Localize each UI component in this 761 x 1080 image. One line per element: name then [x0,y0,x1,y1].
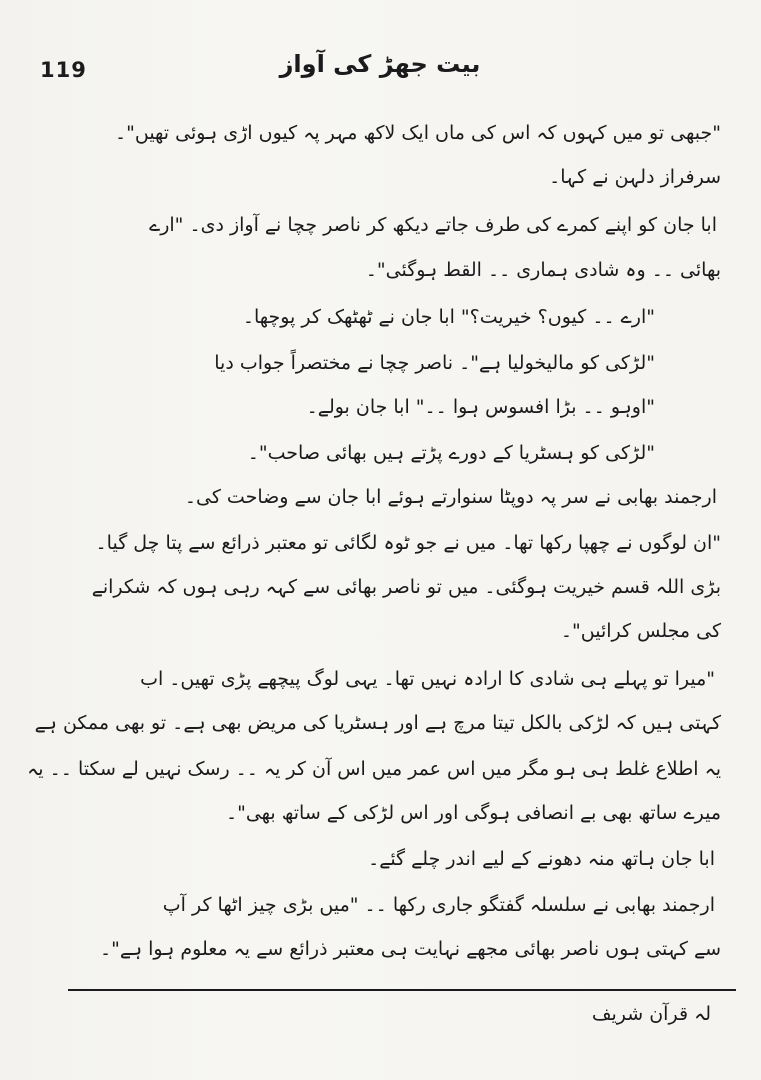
text-line: "ان لوگوں نے چھپا رکھا تھا۔ میں نے جو ٹوہ لگائی تو معتبر ذرائع سے پتا چل گیا۔ [95,532,721,554]
text-line: ابا جان ہاتھ منہ دھونے کے لیے اندر چلے گئے۔ [368,848,715,870]
text-line: ارجمند بھابی نے سلسلہ گفتگو جاری رکھا ۔۔ "میں بڑی چیز اٹھا کر آپ [162,894,715,916]
text-line: "لڑکی کو ہسٹریا کے دورے پڑتے ہیں بھائی صاحب"۔ [247,442,655,464]
text-line: "جبھی تو میں کہوں کہ اس کی ماں ایک لاکھ مہر پہ کیوں اڑی ہوئی تھیں"۔ [114,122,721,144]
text-line: "ارے ۔۔ کیوں؟ خیریت؟" ابا جان نے ٹھٹھک کر پوچھا۔ [242,306,655,328]
text-line: "لڑکی کو مالیخولیا ہے"۔ ناصر چچا نے مختصراً جواب دیا [214,352,655,374]
text-line: کہتی ہیں کہ لڑکی بالکل تیتا مرچ ہے اور ہسٹریا کی مریض بھی ہے۔ تو بھی ممکن ہے [34,712,721,734]
running-title: بیت جھڑ کی آواز [279,50,481,78]
page-number: 119 [40,58,87,82]
text-line: "اوہو ۔۔ بڑا افسوس ہوا ۔۔" ابا جان بولے۔ [306,396,655,418]
footnote: لہ قرآن شریف [591,1003,711,1025]
footnote-divider [68,989,736,991]
text-line: ابا جان کو اپنے کمرے کی طرف جاتے دیکھ کر ناصر چچا نے آواز دی۔ "ارے [149,214,717,236]
text-line: ارجمند بھابی نے سر پہ دوپٹا سنوارتے ہوئے ابا جان سے وضاحت کی۔ [184,486,717,508]
text-line: بھائی ۔۔ وہ شادی ہماری ۔۔ القط ہوگئی"۔ [365,259,721,281]
text-line: سرفراز دلہن نے کہا۔ [549,166,721,188]
text-line: یہ اطلاع غلط ہی ہو مگر میں اس عمر میں اس آن کر یہ ۔۔ رسک نہیں لے سکتا ۔۔ یہ [27,758,721,780]
text-line: کی مجلس کرائیں"۔ [560,620,721,642]
text-line: میرے ساتھ بھی بے انصافی ہوگی اور اس لڑکی کے ساتھ بھی"۔ [225,802,721,824]
text-line: سے کہتی ہوں ناصر بھائی مجھے نہایت ہی معتبر ذرائع سے یہ معلوم ہوا ہے"۔ [99,938,721,960]
text-line: بڑی اللہ قسم خیریت ہوگئی۔ میں تو ناصر بھائی سے کہہ رہی ہوں کہ شکرانے [91,576,721,598]
text-line: "میرا تو پہلے ہی شادی کا ارادہ نہیں تھا۔ یہی لوگ پیچھے پڑی تھیں۔ اب [140,668,715,690]
